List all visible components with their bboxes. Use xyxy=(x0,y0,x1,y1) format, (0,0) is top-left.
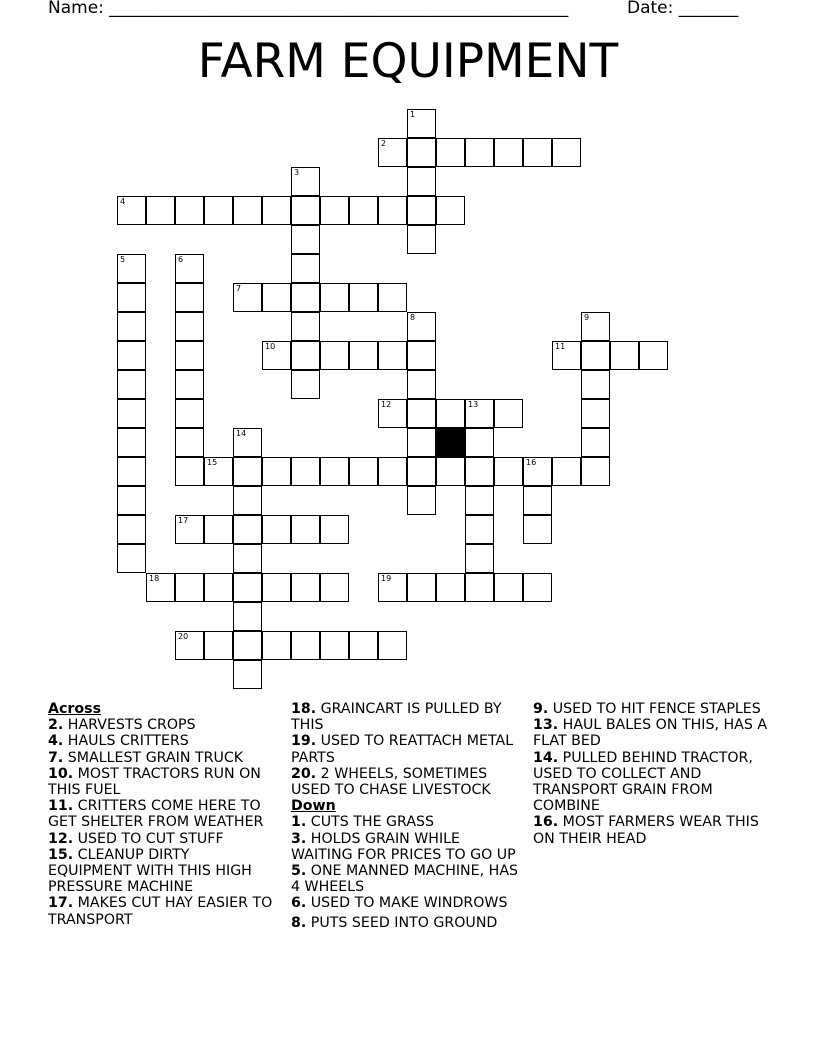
crossword-cell[interactable] xyxy=(378,573,407,602)
crossword-cell[interactable] xyxy=(117,486,146,515)
clue-across-18: 18. GRAINCART IS PULLED BY THIS xyxy=(291,701,502,734)
crossword-cell[interactable] xyxy=(552,457,581,486)
clue-across-19: 19. USED TO REATTACH METAL PARTS xyxy=(291,733,514,766)
crossword-cell[interactable] xyxy=(378,196,407,225)
name-field[interactable]: Name: ______________________________________________________ xyxy=(48,0,569,18)
crossword-cell[interactable] xyxy=(349,457,378,486)
clue-down-13: 13. HAUL BALES ON THIS, HAS A FLAT BED xyxy=(533,717,768,750)
crossword-cell[interactable] xyxy=(291,283,320,312)
crossword-cell[interactable] xyxy=(407,312,436,341)
clue-down-1: 1. CUTS THE GRASS xyxy=(291,814,435,831)
crossword-cell[interactable] xyxy=(465,486,494,515)
crossword-cell[interactable] xyxy=(175,312,204,341)
crossword-cell[interactable] xyxy=(581,428,610,457)
clue-down-6: 6. USED TO MAKE WINDROWS xyxy=(291,895,508,912)
crossword-cell[interactable] xyxy=(291,457,320,486)
crossword-cell[interactable] xyxy=(436,457,465,486)
crossword-cell[interactable] xyxy=(291,370,320,399)
crossword-cell[interactable] xyxy=(378,138,407,167)
crossword-cell[interactable] xyxy=(320,283,349,312)
crossword-cell[interactable] xyxy=(175,428,204,457)
crossword-cell[interactable] xyxy=(581,312,610,341)
crossword-cell[interactable] xyxy=(523,515,552,544)
clue-across-10: 10. MOST TRACTORS RUN ON THIS FUEL xyxy=(48,765,261,799)
clue-number: 4 xyxy=(120,197,126,206)
crossword-cell[interactable] xyxy=(639,341,668,370)
crossword-cell[interactable] xyxy=(175,283,204,312)
crossword-cell[interactable] xyxy=(436,399,465,428)
crossword-cell[interactable] xyxy=(320,515,349,544)
crossword-cell[interactable] xyxy=(407,138,436,167)
crossword-cell[interactable] xyxy=(320,457,349,486)
crossword-cell[interactable] xyxy=(146,196,175,225)
crossword-cell[interactable] xyxy=(117,341,146,370)
crossword-cell[interactable] xyxy=(291,167,320,196)
clue-down-16: 16. MOST FARMERS WEAR THIS ON THEIR HEAD xyxy=(533,814,759,847)
clue-number: 14 xyxy=(236,429,247,438)
crossword-cell[interactable] xyxy=(291,573,320,602)
crossword-cell[interactable] xyxy=(320,573,349,602)
crossword-cell[interactable] xyxy=(175,631,204,660)
crossword-cell[interactable] xyxy=(465,544,494,573)
clue-down-5: 5. ONE MANNED MACHINE, HAS 4 WHEELS xyxy=(291,863,519,896)
clue-number: 20 xyxy=(178,632,189,641)
crossword-cell[interactable] xyxy=(117,283,146,312)
crossword-cell[interactable] xyxy=(146,573,175,602)
crossword-cell[interactable] xyxy=(465,515,494,544)
crossword-cell[interactable] xyxy=(204,631,233,660)
crossword-cell[interactable] xyxy=(233,486,262,515)
down-heading: Down xyxy=(291,798,336,815)
crossword-cell[interactable] xyxy=(262,457,291,486)
clue-number: 18 xyxy=(149,574,160,583)
crossword-cell[interactable] xyxy=(233,283,262,312)
clue-number: 2 xyxy=(381,139,387,148)
crossword-cell[interactable] xyxy=(117,544,146,573)
clue-across-11: 11. CRITTERS COME HERE TO GET SHELTER FROM WEATHER xyxy=(48,798,264,831)
crossword-cell[interactable] xyxy=(291,341,320,370)
clue-number: 13 xyxy=(468,400,479,409)
crossword-cell[interactable] xyxy=(407,225,436,254)
crossword-cell[interactable] xyxy=(117,254,146,283)
crossword-cell[interactable] xyxy=(262,573,291,602)
crossword-cell[interactable] xyxy=(407,370,436,399)
crossword-cell[interactable] xyxy=(436,196,465,225)
clue-number: 9 xyxy=(584,313,590,322)
crossword-cell[interactable] xyxy=(320,341,349,370)
crossword-cell[interactable] xyxy=(349,341,378,370)
across-heading: Across xyxy=(48,701,102,717)
crossword-cell[interactable] xyxy=(378,631,407,660)
crossword-cell[interactable] xyxy=(262,283,291,312)
crossword-cell[interactable] xyxy=(378,283,407,312)
crossword-cell[interactable] xyxy=(407,167,436,196)
crossword-cell[interactable] xyxy=(233,602,262,631)
crossword-cell[interactable] xyxy=(407,341,436,370)
clue-number: 12 xyxy=(381,400,392,409)
crossword-cell[interactable] xyxy=(494,573,523,602)
crossword-cell[interactable] xyxy=(175,399,204,428)
crossword-cell[interactable] xyxy=(233,457,262,486)
crossword-cell[interactable] xyxy=(436,138,465,167)
clue-number: 17 xyxy=(178,516,189,525)
clue-number: 8 xyxy=(410,313,416,322)
crossword-cell[interactable] xyxy=(233,196,262,225)
crossword-cell[interactable] xyxy=(233,515,262,544)
crossword-cell[interactable] xyxy=(291,312,320,341)
crossword-cell[interactable] xyxy=(117,515,146,544)
crossword-cell[interactable] xyxy=(262,631,291,660)
crossword-cell[interactable] xyxy=(407,457,436,486)
crossword-cell[interactable] xyxy=(117,196,146,225)
crossword-cell[interactable] xyxy=(233,544,262,573)
clue-across-4: 4. HAULS CRITTERS xyxy=(48,733,189,750)
clue-across-17: 17. MAKES CUT HAY EASIER TO TRANSPORT xyxy=(48,895,273,928)
clue-down-14: 14. PULLED BEHIND TRACTOR, USED TO COLLECT AND TRANSPORT GRAIN FROM COMBINE xyxy=(533,749,753,815)
clue-across-12: 12. USED TO CUT STUFF xyxy=(48,830,224,847)
crossword-cell[interactable] xyxy=(291,631,320,660)
crossword-cell[interactable] xyxy=(175,515,204,544)
clue-column-2 xyxy=(291,701,523,931)
crossword-cell[interactable] xyxy=(233,573,262,602)
crossword-cell[interactable] xyxy=(494,138,523,167)
black-cell xyxy=(436,428,465,457)
clue-number: 16 xyxy=(526,458,537,467)
clue-across-7: 7. SMALLEST GRAIN TRUCK xyxy=(48,749,244,766)
crossword-cell[interactable] xyxy=(552,138,581,167)
clue-number: 19 xyxy=(381,574,392,583)
crossword-cell[interactable] xyxy=(407,109,436,138)
crossword-cell[interactable] xyxy=(465,428,494,457)
crossword-cell[interactable] xyxy=(610,341,639,370)
crossword-cell[interactable] xyxy=(523,486,552,515)
crossword-cell[interactable] xyxy=(320,196,349,225)
clue-number: 6 xyxy=(178,255,184,264)
crossword-cell[interactable] xyxy=(117,428,146,457)
crossword-cell[interactable] xyxy=(523,457,552,486)
crossword-cell[interactable] xyxy=(465,573,494,602)
crossword-cell[interactable] xyxy=(349,283,378,312)
clue-column-3 xyxy=(533,701,768,847)
crossword-cell[interactable] xyxy=(581,399,610,428)
crossword-cell[interactable] xyxy=(117,399,146,428)
crossword-cell[interactable] xyxy=(175,370,204,399)
crossword-cell[interactable] xyxy=(378,341,407,370)
crossword-cell[interactable] xyxy=(291,196,320,225)
date-field[interactable]: Date: _______ xyxy=(627,0,739,18)
clue-across-2: 2. HARVESTS CROPS xyxy=(48,717,196,734)
crossword-cell[interactable] xyxy=(407,486,436,515)
crossword-cell[interactable] xyxy=(378,399,407,428)
crossword-cell[interactable] xyxy=(175,457,204,486)
clue-down-3: 3. HOLDS GRAIN WHILE WAITING FOR PRICES TO GO UP xyxy=(291,830,516,863)
crossword-cell[interactable] xyxy=(465,138,494,167)
crossword-cell[interactable] xyxy=(204,515,233,544)
crossword-cell[interactable] xyxy=(494,399,523,428)
crossword-cell[interactable] xyxy=(581,341,610,370)
crossword-cell[interactable] xyxy=(523,138,552,167)
crossword-cell[interactable] xyxy=(175,196,204,225)
crossword-cell[interactable] xyxy=(291,515,320,544)
crossword-cell[interactable] xyxy=(349,631,378,660)
clue-number: 3 xyxy=(294,168,300,177)
crossword-cell[interactable] xyxy=(407,428,436,457)
crossword-cell[interactable] xyxy=(204,196,233,225)
crossword-cell[interactable] xyxy=(581,457,610,486)
crossword-cell[interactable] xyxy=(233,660,262,689)
crossword-cell[interactable] xyxy=(233,428,262,457)
page-title: FARM EQUIPMENT xyxy=(197,34,619,89)
clue-number: 5 xyxy=(120,255,126,264)
crossword-cell[interactable] xyxy=(407,196,436,225)
crossword-cell[interactable] xyxy=(117,312,146,341)
clue-column-1 xyxy=(48,701,273,928)
crossword-cell[interactable] xyxy=(204,457,233,486)
crossword-cell[interactable] xyxy=(233,631,262,660)
crossword-cell[interactable] xyxy=(523,573,552,602)
crossword-cell[interactable] xyxy=(465,399,494,428)
crossword-cell[interactable] xyxy=(552,341,581,370)
crossword-cell[interactable] xyxy=(204,573,233,602)
crossword-cell[interactable] xyxy=(262,515,291,544)
crossword-cell[interactable] xyxy=(262,341,291,370)
crossword-cell[interactable] xyxy=(175,341,204,370)
clue-number: 11 xyxy=(555,342,566,351)
crossword-cell[interactable] xyxy=(349,196,378,225)
crossword-cell[interactable] xyxy=(175,254,204,283)
crossword-cell[interactable] xyxy=(320,631,349,660)
crossword-cell[interactable] xyxy=(465,457,494,486)
crossword-cell[interactable] xyxy=(175,573,204,602)
crossword-cell[interactable] xyxy=(117,370,146,399)
crossword-cell[interactable] xyxy=(291,254,320,283)
crossword-cell[interactable] xyxy=(407,573,436,602)
crossword-cell[interactable] xyxy=(378,457,407,486)
crossword-cell[interactable] xyxy=(494,457,523,486)
crossword-cell[interactable] xyxy=(262,196,291,225)
clue-number: 7 xyxy=(236,284,242,293)
crossword-cell[interactable] xyxy=(117,457,146,486)
clue-down-8: 8. PUTS SEED INTO GROUND xyxy=(291,914,498,931)
clue-down-9: 9. USED TO HIT FENCE STAPLES xyxy=(533,701,761,717)
clue-number: 10 xyxy=(265,342,276,351)
crossword-cell[interactable] xyxy=(407,399,436,428)
clue-across-15: 15. CLEANUP DIRTY EQUIPMENT WITH THIS HIGH PRESSURE MACHINE xyxy=(48,846,252,896)
crossword-cell[interactable] xyxy=(291,225,320,254)
clue-number: 1 xyxy=(410,110,416,119)
clue-number: 15 xyxy=(207,458,218,467)
clue-across-20: 20. 2 WHEELS, SOMETIMES USED TO CHASE LIVESTOCK xyxy=(291,765,491,799)
crossword-cell[interactable] xyxy=(436,573,465,602)
crossword-cell[interactable] xyxy=(581,370,610,399)
